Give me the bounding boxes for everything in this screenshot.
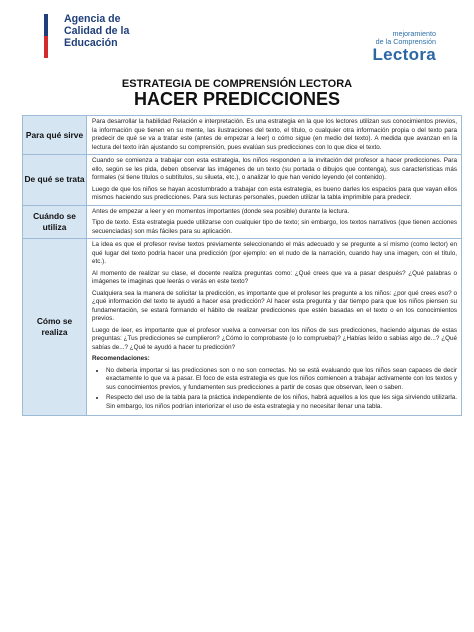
agency-logo <box>44 14 129 58</box>
paragraph: Antes de empezar a leer y en momentos importantes (donde sea posible) durante la lectura. <box>92 207 350 215</box>
row-content-cuando-se-utiliza <box>87 205 462 239</box>
program-brand: Lectora <box>372 45 436 64</box>
program-line2: de la Comprensión <box>375 37 436 46</box>
paragraph: Tipo de texto. Esta estrategia puede utilizarse con cualquier tipo de texto; sin embargo, los textos narrativos (que tienen acciones secuenciadas) son más fáciles para su aplicación. <box>92 219 457 235</box>
program-logo <box>372 30 436 63</box>
paragraph: Luego de que los niños se hayan acostumbrado a trabajar con esta estrategia, es bueno darles los espacios para que vayan ellos mismos haciendo sus predicciones. Para sus lecturas personales, pueden utilizar la tabla imprimible para predecir. <box>92 185 457 201</box>
strategy-table <box>22 115 462 416</box>
table-row-de-que-se-trata <box>23 155 462 206</box>
document-subtitle: ESTRATEGIA DE COMPRENSIÓN LECTORA <box>121 78 353 90</box>
agency-name-line2: Calidad de la <box>64 24 130 37</box>
list-item: • No debería importar si las predicciones son o no son correctas. No se está evaluando que los niños sean capaces de decir exactamente lo que va a pasar. El foco de esta estrategia es que los niños comiencen a trabajar activamente con los textos y sus conocimientos previos, y fundamenten sus predicciones a partir de cosas que observan, leen o saben. <box>106 367 457 393</box>
row-label-cuando-se-utiliza: Cuándo se utiliza <box>23 205 87 239</box>
row-content-como-se-realiza <box>87 239 462 416</box>
table-row-cuando-se-utiliza <box>23 205 462 239</box>
row-content-de-que-se-trata <box>87 155 462 206</box>
paragraph: Cuando se comienza a trabajar con esta estrategia, los niños responden a la invitación del profesor a hacer predicciones. Para ello, según se les pida, deben observar las imágenes de un texto (su portada o dibujos que contenga), sus características más formales (si tiene títulos o subtítulos, su silueta, etc.), o analizar lo que han venido leyendo (el contenido). <box>92 157 457 181</box>
row-label-de-que-se-trata: De qué se trata <box>23 155 87 206</box>
table-row-para-que-sirve <box>23 116 462 155</box>
recommendations-heading: Recomendaciones: <box>92 355 150 362</box>
table-row-como-se-realiza <box>23 239 462 416</box>
document-title: HACER PREDICCIONES <box>133 89 341 109</box>
row-label-para-que-sirve: Para qué sirve <box>23 116 87 155</box>
list-item: • Respecto del uso de la tabla para la práctica independiente de los niños, habrá aquellos a los que les siga sirviendo utilizarla. Sin embargo, los niños podrían interiorizar el uso de esta estrategia y no necesitar llenar una tabla. <box>106 394 457 411</box>
paragraph: La idea es que el profesor revise textos previamente seleccionando el más adecuado y se pregunte a sí mismo (como lector) en qué lugar del texto podría hacer una predicción (por ejemplo: en el nudo de la narración, cuando hay una imagen, con el título, etc.). <box>92 241 457 265</box>
paragraph: Cualquiera sea la manera de solicitar la predicción, es importante que el profesor les pregunte a los niños: ¿por qué crees eso? o ¿qué información del texto te ayudó a hacer esa predicción? Al hacer esta pregunta y dar tiempo para que los niños piensen su fundamentación, se estará formando el hábito de realizar predicciones que estén basadas en el texto o en los conocimientos previos. <box>92 289 457 322</box>
agency-name-line3: Educación <box>64 36 118 49</box>
paragraph: Para desarrollar la habilidad Relación e interpretación. Es una estrategia en la que los lectores utilizan sus conocimientos previos, la información que tienen en su mente, las ilustraciones del texto, el título, o cualquier otra información propia o del texto para predecir de qué se va a tratar este (antes de empezar a leer) o cómo sigue (en medio del texto). A medida que avanzan en la lectura del texto irán ajustando su comprensión, pues evalúan sus predicciones con lo que dice el texto. <box>92 118 457 151</box>
chile-flag-icon <box>44 14 48 58</box>
paragraph: Al momento de realizar su clase, el docente realiza preguntas como: ¿Qué crees que va a pasar después? ¿Qué palabras o imágenes te imaginas que leerás o verás en este texto? <box>92 269 457 285</box>
row-label-como-se-realiza: Cómo se realiza <box>23 239 87 416</box>
program-line1: mejoramiento <box>392 29 436 38</box>
recommendations-list <box>92 367 457 412</box>
agency-name-line1: Agencia de <box>64 13 121 25</box>
row-content-para-que-sirve <box>87 116 462 155</box>
paragraph: Luego de leer, es importante que el profesor vuelva a conversar con los niños de sus predicciones, haciendo algunas de estas preguntas: ¿Tus predicciones se cumplieron? ¿Cómo lo comprobaste (o lo comprueba)? ¿Habías leído o sabías algo de...? ¿Qué sabías de...? ¿Qué te ayudó a hacer tu predicción? <box>92 326 457 351</box>
